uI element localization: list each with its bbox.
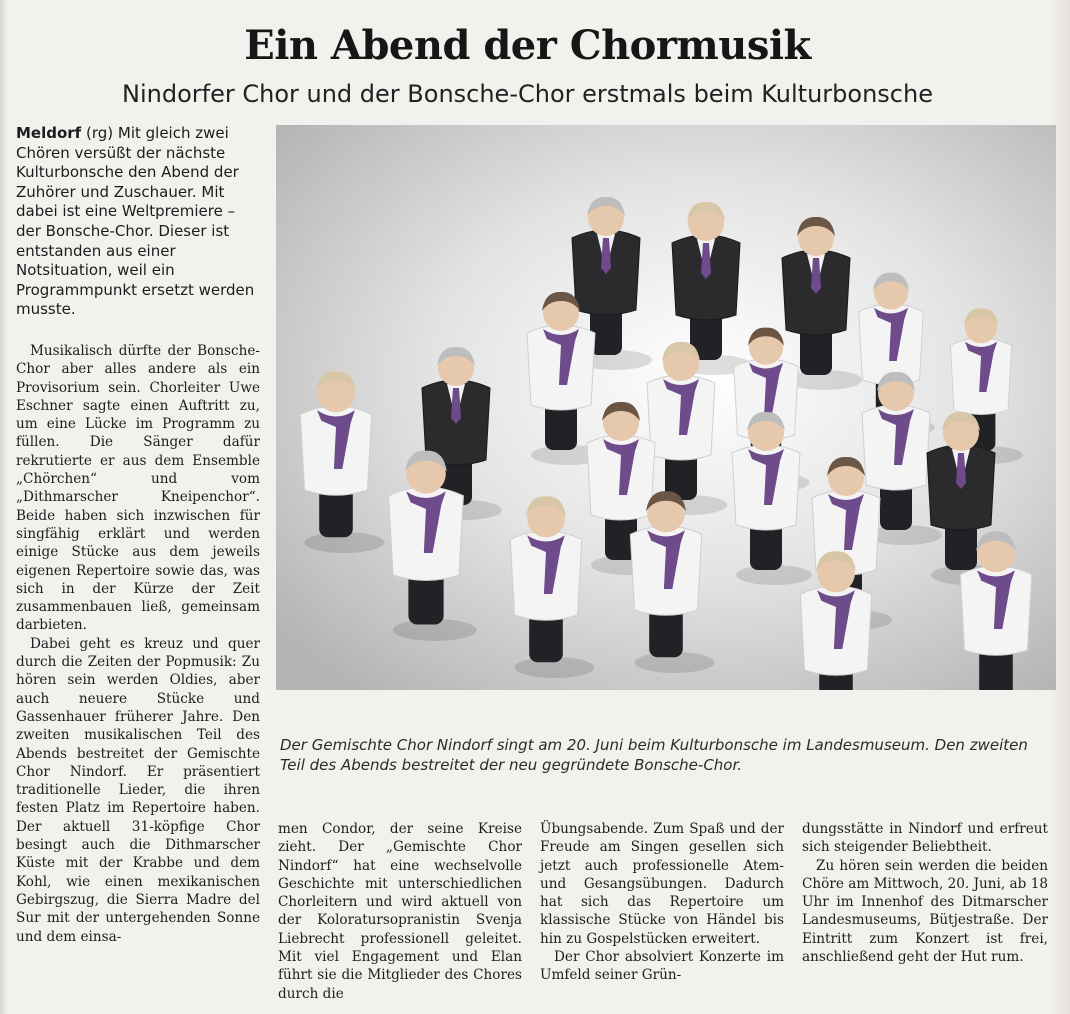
article-column-3 [540, 820, 784, 985]
body-paragraph: dungsstätte in Nindorf und erfreut sich steigender Beliebtheit. [802, 821, 1048, 856]
article-column-4 [802, 820, 1048, 966]
article-column-1 [16, 342, 260, 946]
body-paragraph: Dabei geht es kreuz und quer durch die Zeiten der Popmusik: Zu hören sein werden Oldies, aber auch neuere Stücke und Gassenhauer früherer Jahre. Den zweiten musikalischen Teil des Abends bestreitet der Gemischte Chor Nindorf. Er präsentiert traditionelle Lieder, die ihren festen Platz im Repertoire haben. Der aktuell 31-köpfige Chor besingt auch die Dithmarscher Küste mit der Krabbe und dem Kohl, wie einen mexikanischen Gebirgszug, die Sierra Madre del Sur mit der untergehenden Sonne und dem einsa- [16, 635, 260, 945]
choir-photo-illustration [276, 125, 1056, 690]
body-paragraph: Der Chor absolviert Konzerte im Umfeld seiner Grün- [540, 949, 784, 984]
body-paragraph: men Condor, der seine Kreise zieht. Der „Gemischte Chor Nindorf“ hat eine wechselvolle Geschichte mit unterschiedlichen Chorleitern und wird aktuell von der Koloratursopranistin Svenja Liebrecht professionell geleitet. Mit viel Engagement und Elan führt sie die Mitglieder des Chores durch die [278, 821, 522, 1002]
paper-edge-left [0, 0, 8, 1014]
body-paragraph: Musikalisch dürfte der Bonsche-Chor aber alles andere als ein Provisorium sein. Chorleiter Uwe Eschner sagte einen Auftritt zu, um eine Lücke im Programm zu füllen. Die Sänger dafür rekrutierte er aus dem Ensemble „Chörchen“ und vom „Dithmarscher Kneipenchor“. Beide haben sich inzwischen für singfähig erklärt und werden einige Stücke aus dem jeweils eigenen Repertoire sowie das, was sich in der Kürze der Zeit zusammenbauen ließ, gemeinsam darbieten. [16, 343, 260, 634]
body-paragraph: Übungsabende. Zum Spaß und der Freude am Singen gesellen sich jetzt auch professionelle Atem- und Gesangsübungen. Dadurch hat sich das Repertoire um klassische Stücke von Händel bis hin zu Gospelstücken erweitert. [540, 821, 784, 947]
photo-caption: Der Gemischte Chor Nindorf singt am 20. Juni beim Kulturbonsche im Landesmuseum. Den zweiten Teil des Abends bestreitet der neu gegründete Bonsche-Chor. [280, 736, 1028, 774]
dateline: Meldorf [16, 124, 82, 142]
subheadline: Nindorfer Chor und der Bonsche-Chor erstmals beim Kulturbonsche [122, 80, 933, 108]
article-column-2 [278, 820, 522, 1003]
lede-paragraph [16, 124, 256, 320]
choir-photo [276, 125, 1056, 690]
body-paragraph: Zu hören sein werden die beiden Chöre am Mittwoch, 20. Juni, ab 18 Uhr im Innenhof des Ditmarscher Landesmuseums, Bütjestraße. Der Eintritt zum Konzert ist frei, anschließend geht der Hut rum. [802, 857, 1048, 966]
lede-text: (rg) Mit gleich zwei Chören versüßt der nächste Kulturbonsche den Abend der Zuhörer und Zuschauer. Mit dabei ist eine Weltpremiere – der Bonsche-Chor. Dieser ist entstanden aus einer Notsituation, weil ein Programmpunkt ersetzt werden musste. [16, 124, 255, 319]
headline: Ein Abend der Chormusik [244, 22, 811, 69]
